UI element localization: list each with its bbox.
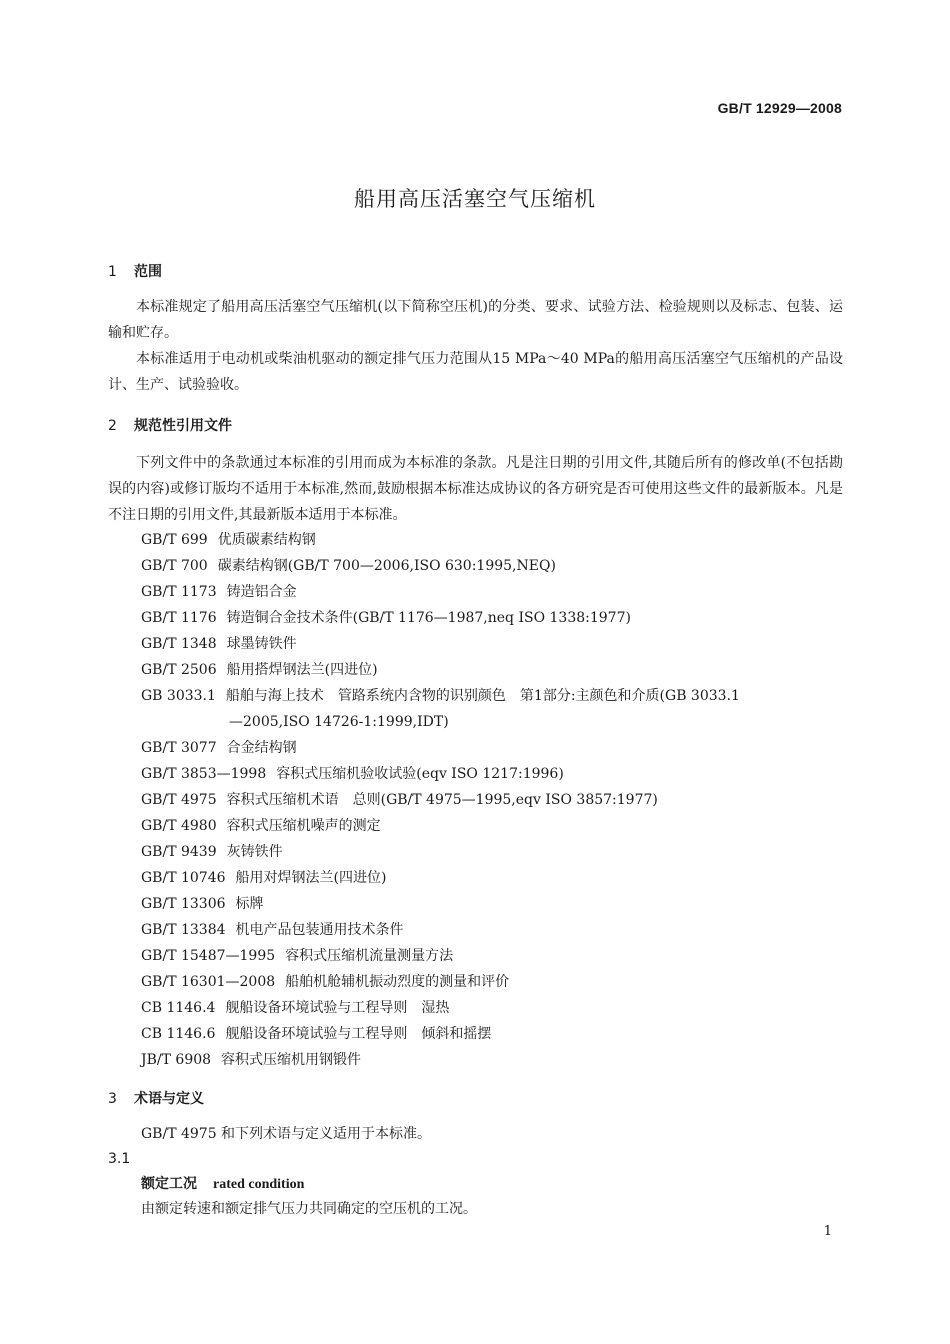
reference-code: GB 3033.1: [141, 688, 216, 704]
section-2-heading: [108, 415, 232, 435]
reference-code: GB/T 13384: [141, 922, 226, 938]
reference-code: GB/T 1176: [141, 610, 217, 626]
reference-title: 容积式压缩机验收试验(eqv ISO 1217:1996): [276, 766, 564, 782]
reference-item: [108, 683, 843, 735]
term-definition: 由额定转速和额定排气压力共同确定的空压机的工况。: [141, 1201, 477, 1217]
reference-title: 容积式压缩机噪声的测定: [226, 818, 381, 834]
reference-title-continuation: —2005,ISO 14726-1:1999,IDT): [229, 714, 449, 730]
reference-item: [108, 527, 843, 553]
reference-code: GB/T 700: [141, 558, 208, 574]
reference-title: 船舶机舱辅机振动烈度的测量和评价: [285, 974, 510, 990]
section-number: 1: [108, 264, 117, 280]
reference-title: 容积式压缩机流量测量方法: [285, 948, 454, 964]
reference-code: GB/T 699: [141, 532, 208, 548]
reference-item: [108, 553, 843, 579]
section-3-heading: [108, 1088, 204, 1108]
reference-title: 舰船设备环境试验与工程导则 湿热: [225, 1000, 450, 1016]
reference-title: 舰船设备环境试验与工程导则 倾斜和摇摆: [225, 1026, 492, 1042]
section-title: 范围: [134, 264, 162, 280]
reference-code: GB/T 2506: [141, 662, 217, 678]
reference-item: [108, 1021, 843, 1047]
reference-item: [108, 605, 843, 631]
section-1-paragraph-1: 本标准规定了船用高压活塞空气压缩机(以下简称空压机)的分类、要求、试验方法、检验规则以及标志、包装、运输和贮存。: [108, 299, 843, 341]
reference-code: GB/T 9439: [141, 844, 217, 860]
term-number: 3.1: [108, 1151, 131, 1167]
reference-item: [108, 917, 843, 943]
reference-title: 船用搭焊钢法兰(四进位): [226, 662, 378, 678]
section-1-heading: [108, 261, 162, 281]
reference-title: 船用对焊钢法兰(四进位): [235, 870, 387, 886]
reference-title: 标牌: [235, 896, 264, 912]
reference-title: 灰铸铁件: [226, 844, 283, 860]
reference-title: 铸造铜合金技术条件(GB/T 1176—1987,neq ISO 1338:1977): [226, 610, 631, 626]
reference-item: [108, 761, 843, 787]
term-heading: [141, 1171, 304, 1198]
reference-item: [108, 813, 843, 839]
section-title: 规范性引用文件: [134, 418, 232, 434]
reference-item: [108, 839, 843, 865]
section-title: 术语与定义: [134, 1091, 204, 1107]
page-number: 1: [823, 1224, 832, 1239]
term-chinese: 额定工况: [141, 1176, 197, 1192]
reference-item: [108, 995, 843, 1021]
reference-code: GB/T 3853—1998: [141, 766, 267, 782]
reference-code: GB/T 10746: [141, 870, 226, 886]
reference-item: [108, 787, 843, 813]
reference-code: GB/T 13306: [141, 896, 226, 912]
reference-item: [108, 969, 843, 995]
reference-title: 容积式压缩机术语 总则(GB/T 4975—1995,eqv ISO 3857:1977): [226, 792, 658, 808]
reference-title: 碳素结构钢(GB/T 700—2006,ISO 630:1995,NEQ): [217, 558, 556, 574]
reference-item: [108, 579, 843, 605]
reference-code: GB/T 4980: [141, 818, 217, 834]
term-english: rated condition: [213, 1177, 305, 1192]
reference-title: 优质碳素结构钢: [217, 532, 316, 548]
reference-item: [108, 1047, 843, 1073]
reference-code: GB/T 1348: [141, 636, 217, 652]
section-1-paragraph-2: 本标准适用于电动机或柴油机驱动的额定排气压力范围从15 MPa～40 MPa的船用高压活塞空气压缩机的产品设计、生产、试验验收。: [108, 351, 843, 393]
reference-title: 铸造铝合金: [226, 584, 297, 600]
reference-code: GB/T 4975: [141, 792, 217, 808]
reference-item: [108, 657, 843, 683]
reference-code: GB/T 1173: [141, 584, 217, 600]
reference-title: 机电产品包装通用技术条件: [235, 922, 404, 938]
reference-item: [108, 943, 843, 969]
reference-line: [141, 683, 843, 709]
reference-code: CB 1146.6: [141, 1026, 216, 1042]
reference-item: [108, 631, 843, 657]
reference-title: 容积式压缩机用钢锻件: [221, 1052, 362, 1068]
reference-item: [108, 865, 843, 891]
reference-item: [108, 735, 843, 761]
reference-list: [108, 527, 843, 1073]
reference-code: CB 1146.4: [141, 1000, 216, 1016]
section-3-intro: GB/T 4975 和下列术语与定义适用于本标准。: [141, 1126, 432, 1142]
section-number: 3: [108, 1091, 117, 1107]
reference-code: GB/T 16301—2008: [141, 974, 276, 990]
section-2-intro: 下列文件中的条款通过本标准的引用而成为本标准的条款。凡是注日期的引用文件,其随后所有的修改单(不包括勘误的内容)或修订版均不适用于本标准,然而,鼓励根据本标准达成协议的各方研究是否可使用这些文件的最新版本。凡是不注日期的引用文件,其最新版本适用于本标准。: [108, 455, 843, 523]
reference-item: [108, 891, 843, 917]
reference-code: GB/T 15487—1995: [141, 948, 276, 964]
reference-title: 球墨铸铁件: [226, 636, 297, 652]
reference-title: 船舶与海上技术 管路系统内含物的识别颜色 第1部分:主颜色和介质(GB 3033.1: [225, 688, 740, 704]
reference-code: JB/T 6908: [141, 1052, 212, 1068]
reference-title: 合金结构钢: [226, 740, 297, 756]
reference-code: GB/T 3077: [141, 740, 217, 756]
standard-number: GB/T 12929—2008: [717, 100, 842, 116]
section-number: 2: [108, 418, 117, 434]
document-title: 船用高压活塞空气压缩机: [354, 187, 596, 211]
